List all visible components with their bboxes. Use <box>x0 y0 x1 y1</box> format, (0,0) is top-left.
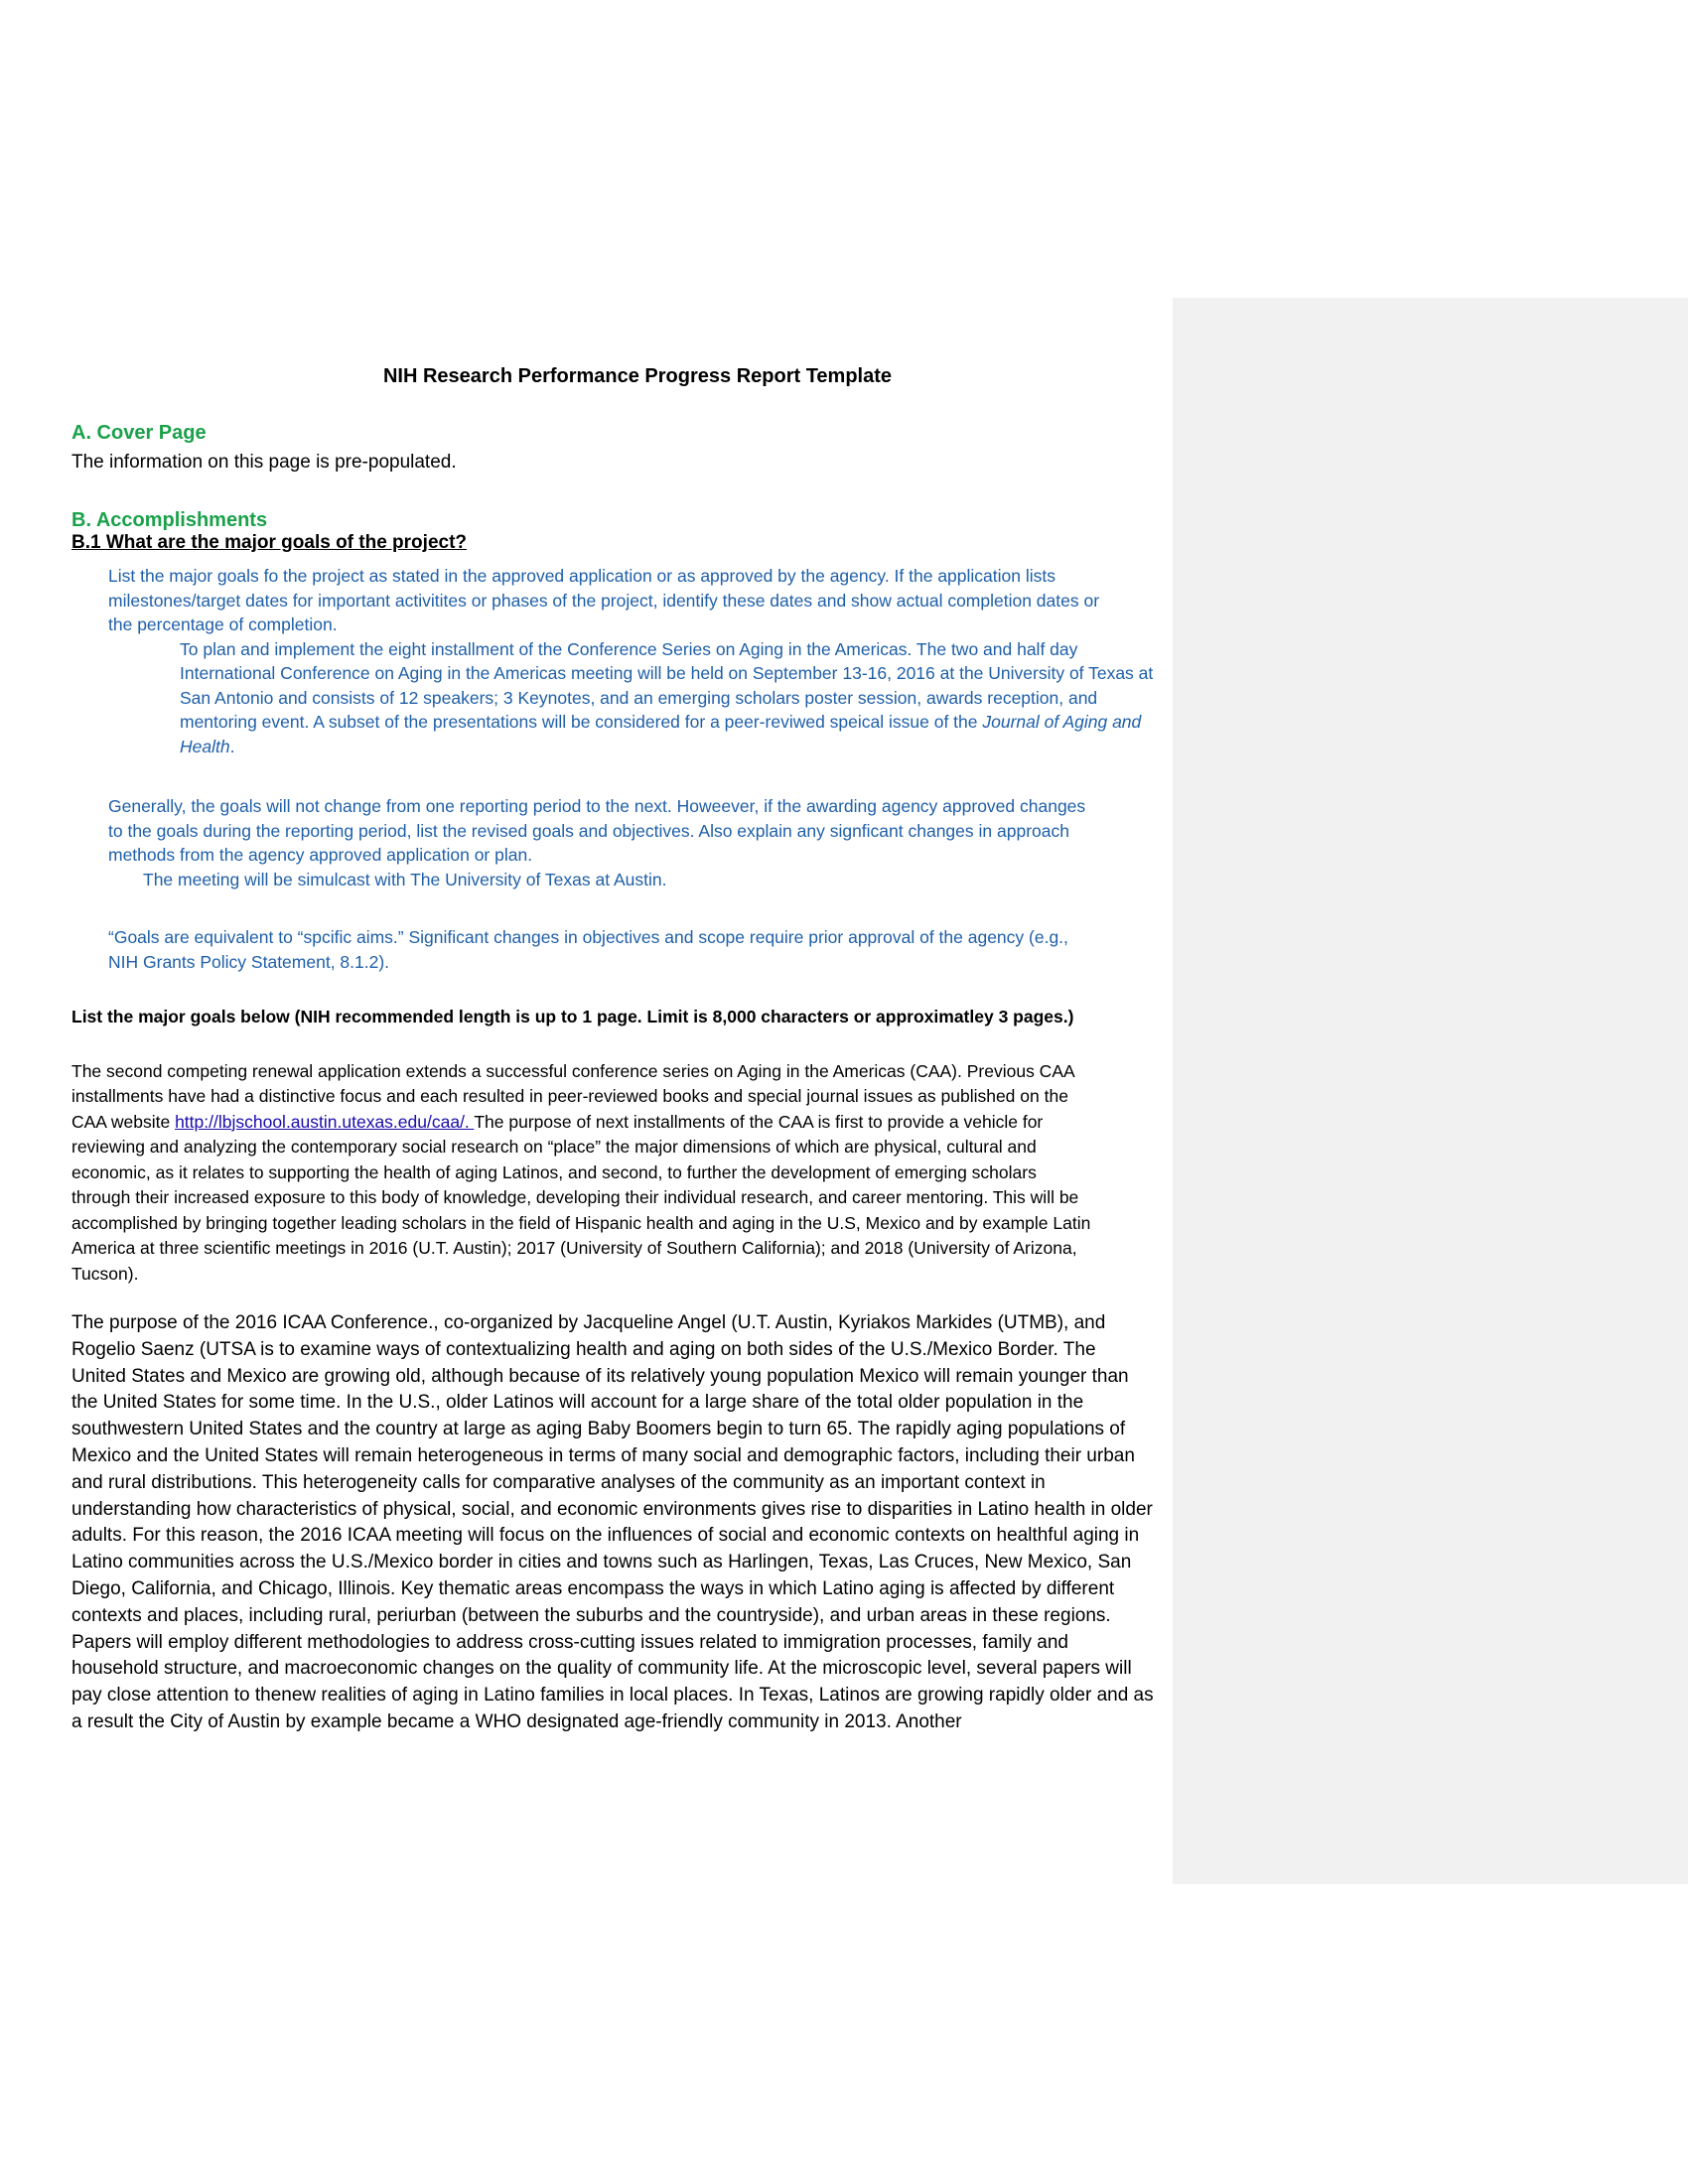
instruction-goals: List the major goals fo the project as stated in the approved application or as approved by the agency. If the application lists milestones/target dates for important activitites or phases of the project, identify these dates and show actual completion dates or the percentage of completion. <box>108 566 1100 634</box>
paragraph-renewal-start: The second competing renewal application extends a successful conference series on Aging in the Americas (CAA). Previous CAA installments have had a distinctive focus and each resulted in peer-reviewed books and special journal issues as published on the CAA website <box>71 1060 1074 1132</box>
journal-name: Journal of Aging and Health <box>180 712 1142 756</box>
instruction-changes: Generally, the goals will not change from one reporting period to the next. Howeever, if the awarding agency approved changes to the goals during the reporting period, list the revised goals and objectives. Also explain any signficant changes in approach methods from the agency approved application or plan. <box>108 796 1086 865</box>
section-b-heading: B. Accomplishments <box>71 509 268 531</box>
list-goals-instruction: List the major goals below (NIH recommended length is up to 1 page. Limit is 8,000 characters or approximatley 3 pages.) <box>71 1007 1074 1026</box>
section-a-text: The information on this page is pre-populated. <box>71 452 457 473</box>
instruction-aims: “Goals are equivalent to “spcific aims.” Significant changes in objectives and scope require prior approval of the agency (e.g., NIH Grants Policy Statement, 8.1.2). <box>108 927 1068 972</box>
simulcast-note: The meeting will be simulcast with The University of Texas at Austin. <box>143 869 667 889</box>
document-page <box>71 365 1154 1736</box>
section-a-heading: A. Cover Page <box>71 422 207 444</box>
caa-website-link[interactable]: http://lbjschool.austin.utexas.edu/caa/. <box>175 1111 475 1132</box>
paragraph-renewal <box>71 1059 1094 1288</box>
paragraph-renewal-end: The purpose of next installments of the CAA is first to provide a vehicle for reviewing and analyzing the contemporary social research on “place” the major dimensions of which are physical, cultural and economic, as it relates to supporting the health of aging Latinos, and second, to further the development of emerging scholars through their increased exposure to this body of knowledge, developing their individual research, and career mentoring. This will be accomplished by bringing together leading scholars in the field of Hispanic health and aging in the U.S, Mexico and by example Latin America at three scientific meetings in 2016 (U.T. Austin); 2017 (University of Southern California); and 2018 (University of Arizona, Tucson). <box>71 1111 1091 1284</box>
comment-margin-pane <box>1173 298 1688 1884</box>
page-title: NIH Research Performance Progress Report Template <box>382 365 893 387</box>
b1-subheading: B.1 What are the major goals of the project? <box>71 532 468 553</box>
goal-text-end: . <box>229 736 235 756</box>
paragraph-purpose: The purpose of the 2016 ICAA Conference., co-organized by Jacqueline Angel (U.T. Austin, Kyriakos Markides (UTMB), and Rogelio Saenz (UTSA is to examine ways of contextualizing health and aging on both sides of the U.S./Mexico Border. The United States and Mexico are growing old, although because of its relatively young population Mexico will remain younger than the United States for some time. In the U.S., older Latinos will account for a large share of the total older population in the southwestern United States and the country at large as aging Baby Boomers begin to turn 65. The rapidly aging populations of Mexico and the United States will remain heterogeneous in terms of many social and demographic factors, including their urban and rural distributions. This heterogeneity calls for comparative analyses of the community as an important context in understanding how characteristics of physical, social, and economic environments gives rise to disparities in Latino health in older adults. For this reason, the 2016 ICAA meeting will focus on the influences of social and economic contexts on healthful aging in Latino communities across the U.S./Mexico border in cities and towns such as Harlingen, Texas, Las Cruces, New Mexico, San Diego, California, and Chicago, Illinois. Key thematic areas encompass the ways in which Latino aging is affected by different contexts and places, including rural, periurban (between the suburbs and the countryside), and urban areas in these regions. Papers will employ different methodologies to address cross-cutting issues related to immigration processes, family and household structure, and macroeconomic changes on the quality of community life. At the microscopic level, several papers will pay close attention to thenew realities of aging in Latino families in local places. In Texas, Latinos are growing rapidly older and as a result the City of Austin by example became a WHO designated age-friendly community in 2013. Another <box>71 1312 1154 1732</box>
goal-text-main: To plan and implement the eight installment of the Conference Series on Aging in the Americas. The two and half day International Conference on Aging in the Americas meeting will be held on September 13-16, 2016 at the University of Texas at San Antonio and consists of 12 speakers; 3 Keynotes, and an emerging scholars poster session, awards reception, and mentoring event. A subset of the presentations will be considered for a peer-reviwed speical issue of the <box>180 638 1154 732</box>
goal-statement <box>180 637 1178 759</box>
